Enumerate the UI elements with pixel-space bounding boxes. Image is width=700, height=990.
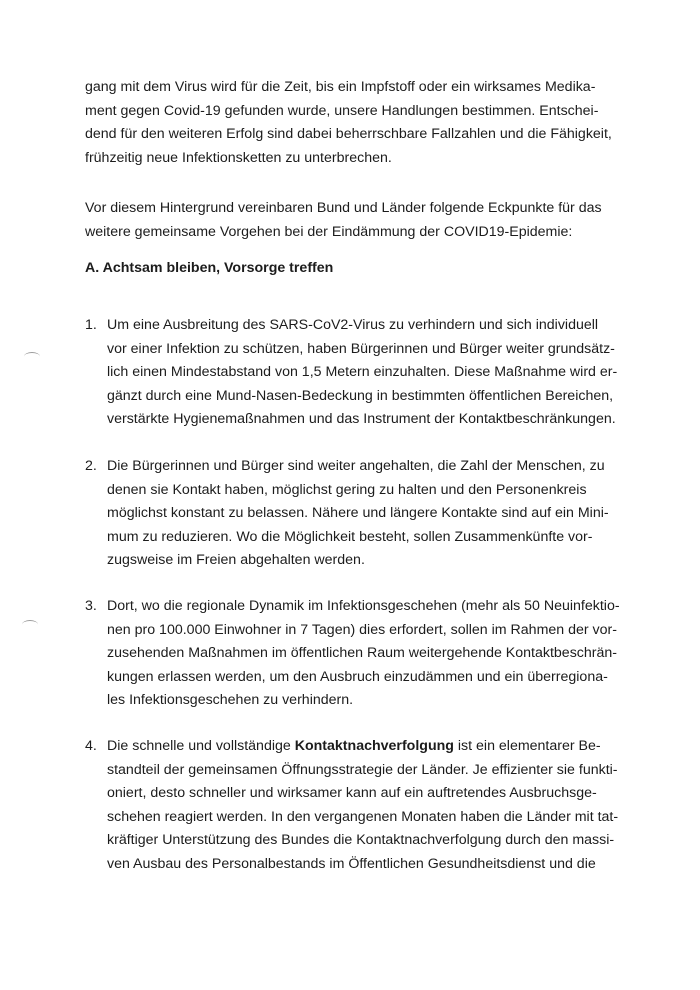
item-text (107, 314, 627, 432)
item-text (107, 455, 627, 573)
context-paragraph (85, 197, 605, 244)
emphasis-kontaktnachverfolgung: Kontaktnachverfolgung (294, 738, 454, 754)
text-line: vor einer Infektion zu schützen, haben Bürgerinnen und Bürger weiter grundsätz- (107, 340, 615, 357)
section-heading: A. Achtsam bleiben, Vorsorge treffen (85, 260, 334, 276)
text-line: kungen erlassen werden, um den Ausbruch einzudämmen und ein überregiona- (107, 668, 608, 685)
item-number: 3. (85, 598, 97, 614)
text-line: les Infektionsgeschehen zu verhindern. (107, 692, 354, 708)
text-line: weitere gemeinsame Vorgehen bei der Eindämmung der COVID19-Epidemie: (85, 223, 573, 240)
text-line: zusehenden Maßnahmen im öffentlichen Raum weitergehende Kontaktbeschrän- (107, 645, 618, 661)
text-line: verstärkte Hygienemaßnahmen und das Instrument der Kontaktbeschränkungen. (107, 411, 616, 427)
text-line: standteil der gemeinsamen Öffnungsstrategie der Länder. Je effizienter sie funkti- (107, 761, 618, 778)
item-text (107, 735, 627, 876)
margin-mark (24, 352, 40, 361)
text-line: Die Bürgerinnen und Bürger sind weiter angehalten, die Zahl der Menschen, zu (107, 458, 605, 474)
text-line: Um eine Ausbreitung des SARS-CoV2-Virus zu verhindern und sich individuell (107, 317, 599, 333)
text-fragment: ist ein elementarer Be- (453, 738, 601, 754)
text-line: nen pro 100.000 Einwohner in 7 Tagen) dies erfordert, sollen im Rahmen der vor- (107, 621, 617, 638)
text-line: ven Ausbau des Personalbestands im Öffentlichen Gesundheitsdienst und die (107, 855, 596, 872)
text-line: oniert, desto schneller und wirksamer kann auf ein auftretendes Ausbruchsge- (107, 785, 597, 801)
text-line: kräftiger Unterstützung des Bundes die Kontaktnachverfolgung durch den massi- (107, 832, 615, 848)
text-fragment: Die schnelle und vollständige (107, 738, 295, 754)
text-line: gänzt durch eine Mund-Nasen-Bedeckung in bestimmten öffentlichen Bereichen, (107, 387, 614, 404)
item-number: 4. (85, 738, 97, 754)
item-number: 2. (85, 458, 97, 474)
item-number: 1. (85, 317, 97, 333)
item-text (107, 595, 627, 713)
text-line: mum zu reduzieren. Wo die Möglichkeit besteht, sollen Zusammenkünfte vor- (107, 528, 593, 545)
intro-paragraph (85, 76, 612, 170)
margin-mark (22, 620, 38, 629)
text-line: frühzeitig neue Infektionsketten zu unterbrechen. (85, 149, 392, 166)
text-line-with-emphasis (107, 735, 627, 759)
text-line: Dort, wo die regionale Dynamik im Infektionsgeschehen (mehr als 50 Neuinfektio- (107, 598, 620, 614)
text-line: möglichst konstant zu belassen. Nähere und längere Kontakte sind auf ein Mini- (107, 505, 609, 521)
text-line: Vor diesem Hintergrund vereinbaren Bund und Länder folgende Eckpunkte für das (85, 200, 602, 216)
text-line: schehen reagiert werden. In den vergangenen Monaten haben die Länder mit tat- (107, 808, 619, 825)
text-line: dend für den weiteren Erfolg sind dabei beherrschbare Fallzahlen und die Fähigkeit, (85, 126, 612, 142)
text-line: gang mit dem Virus wird für die Zeit, bis ein Impfstoff oder ein wirksames Medika- (85, 79, 596, 95)
text-line: lich einen Mindestabstand von 1,5 Metern einzuhalten. Diese Maßnahme wird er- (107, 364, 618, 380)
text-line: denen sie Kontakt haben, möglichst gering zu halten und den Personenkreis (107, 481, 587, 498)
text-line: ment gegen Covid-19 gefunden wurde, unsere Handlungen bestimmen. Entschei- (85, 102, 599, 119)
text-line: zugsweise im Freien abgehalten werden. (107, 552, 365, 568)
